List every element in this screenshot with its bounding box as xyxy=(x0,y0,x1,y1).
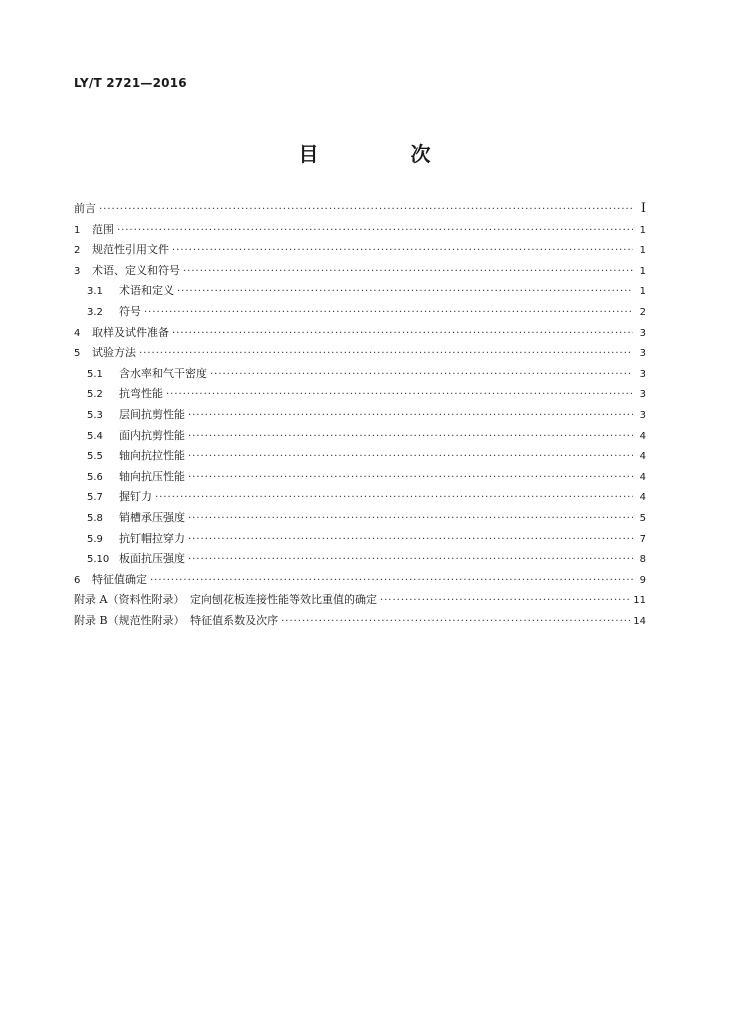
toc-entry[interactable] xyxy=(74,364,646,385)
toc-entry[interactable] xyxy=(74,446,646,467)
toc-entry[interactable] xyxy=(74,323,646,344)
toc-entry[interactable] xyxy=(74,487,646,508)
toc-entry-page: 1 xyxy=(639,245,646,257)
toc-entry-label: 范围 xyxy=(92,222,114,236)
toc-dot-leader xyxy=(380,591,630,612)
toc-entry-number: 5.3 xyxy=(87,409,103,421)
toc-entry-label: 含水率和气干密度 xyxy=(119,366,207,380)
toc-entry[interactable] xyxy=(74,549,646,570)
toc-dot-leader xyxy=(188,550,633,571)
toc-entry[interactable] xyxy=(74,405,646,426)
toc-entry-page: 3 xyxy=(639,389,646,401)
toc-entry-number: 6 xyxy=(74,574,81,586)
toc-entry-page: 4 xyxy=(639,430,646,442)
toc-dot-leader xyxy=(155,488,633,509)
toc-entry-page: 4 xyxy=(639,471,646,483)
toc-entry-label: 轴向抗拉性能 xyxy=(119,449,185,463)
toc-dot-leader xyxy=(183,262,633,283)
toc-dot-leader xyxy=(139,344,633,365)
page-title: 目 次 xyxy=(298,142,467,166)
toc-entry-number: 5.2 xyxy=(87,389,103,401)
toc-entry[interactable] xyxy=(74,529,646,550)
toc-entry-label: 轴向抗压性能 xyxy=(119,469,185,483)
toc-entry-label: 前言 xyxy=(74,202,96,215)
toc-entry-number: 5.4 xyxy=(87,430,103,442)
toc-entry-number: 5.6 xyxy=(87,471,103,483)
toc-dot-leader xyxy=(281,612,630,633)
toc-dot-leader xyxy=(188,427,633,448)
toc-dot-leader xyxy=(172,324,633,345)
toc-dot-leader xyxy=(188,406,633,427)
table-of-contents xyxy=(74,199,646,631)
toc-entry-label: 符号 xyxy=(119,304,141,318)
toc-entry-label: 术语和定义 xyxy=(119,284,174,298)
toc-entry-number: 5.5 xyxy=(87,451,103,463)
toc-entry-number: 5.1 xyxy=(87,368,103,380)
toc-entry-number: 1 xyxy=(74,224,81,236)
toc-dot-leader xyxy=(188,530,633,551)
toc-entry[interactable] xyxy=(74,220,646,241)
toc-dot-leader xyxy=(188,447,633,468)
toc-entry-label: 附录 B（规范性附录） 特征值系数及次序 xyxy=(74,613,279,627)
toc-entry-label: 附录 A（资料性附录） 定向刨花板连接性能等效比重值的确定 xyxy=(74,593,377,607)
toc-entry-page: 9 xyxy=(639,574,646,586)
toc-entry-label: 取样及试件准备 xyxy=(92,325,169,339)
toc-entry-label: 试验方法 xyxy=(92,346,136,360)
toc-entry-label: 板面抗压强度 xyxy=(119,552,185,566)
toc-entry-number: 5 xyxy=(74,348,81,360)
toc-entry-label: 特征值确定 xyxy=(92,572,147,586)
toc-entry-number: 3.2 xyxy=(87,306,103,318)
toc-entry-label: 握钉力 xyxy=(119,490,152,504)
toc-entry-number: 5.9 xyxy=(87,533,103,545)
toc-entry[interactable] xyxy=(74,199,646,220)
toc-entry[interactable] xyxy=(74,467,646,488)
toc-entry-label: 面内抗剪性能 xyxy=(119,428,185,442)
toc-dot-leader xyxy=(166,385,633,406)
toc-dot-leader xyxy=(117,221,633,242)
toc-entry[interactable] xyxy=(74,343,646,364)
document-code: LY/T 2721—2016 xyxy=(74,76,187,90)
toc-entry[interactable] xyxy=(74,281,646,302)
toc-dot-leader xyxy=(188,509,633,530)
toc-entry-number: 5.10 xyxy=(87,554,110,566)
toc-entry[interactable] xyxy=(74,508,646,529)
toc-dot-leader xyxy=(150,571,633,592)
toc-dot-leader xyxy=(99,200,633,221)
toc-entry[interactable] xyxy=(74,302,646,323)
toc-entry-page: 8 xyxy=(639,554,646,566)
toc-entry-label: 层间抗剪性能 xyxy=(119,407,185,421)
toc-entry-label: 术语、定义和符号 xyxy=(92,263,180,277)
toc-entry-label: 抗弯性能 xyxy=(119,387,163,401)
toc-entry-page: 7 xyxy=(639,533,646,545)
toc-entry[interactable] xyxy=(74,261,646,282)
toc-entry[interactable] xyxy=(74,590,646,611)
toc-entry-label: 抗钉帽拉穿力 xyxy=(119,531,185,545)
toc-entry-page: 1 xyxy=(639,286,646,298)
toc-entry-page: 4 xyxy=(639,451,646,463)
toc-entry-page: 14 xyxy=(633,615,646,627)
toc-entry-page: 1 xyxy=(639,265,646,277)
toc-entry-label: 规范性引用文件 xyxy=(92,243,169,257)
toc-entry-page: 11 xyxy=(633,595,646,607)
toc-dot-leader xyxy=(172,241,633,262)
toc-entry-label: 销槽承压强度 xyxy=(119,510,185,524)
toc-entry-number: 3.1 xyxy=(87,286,103,298)
toc-entry-number: 2 xyxy=(74,245,81,257)
toc-entry-page: 3 xyxy=(639,409,646,421)
toc-entry-page: 5 xyxy=(639,512,646,524)
toc-entry-page: 3 xyxy=(639,327,646,339)
toc-entry-number: 5.8 xyxy=(87,512,103,524)
toc-dot-leader xyxy=(210,365,633,386)
toc-entry-page: Ⅰ xyxy=(640,201,646,216)
toc-entry[interactable] xyxy=(74,384,646,405)
toc-dot-leader xyxy=(188,468,633,489)
toc-entry[interactable] xyxy=(74,240,646,261)
toc-entry-page: 4 xyxy=(639,492,646,504)
toc-entry[interactable] xyxy=(74,426,646,447)
toc-entry-page: 1 xyxy=(639,224,646,236)
toc-entry-number: 5.7 xyxy=(87,492,103,504)
toc-dot-leader xyxy=(177,282,633,303)
toc-entry-number: 4 xyxy=(74,327,81,339)
toc-entry[interactable] xyxy=(74,611,646,632)
toc-entry-page: 3 xyxy=(639,368,646,380)
toc-entry-page: 3 xyxy=(639,348,646,360)
toc-entry-number: 3 xyxy=(74,265,81,277)
toc-dot-leader xyxy=(144,303,633,324)
toc-entry[interactable] xyxy=(74,570,646,591)
toc-entry-page: 2 xyxy=(639,306,646,318)
